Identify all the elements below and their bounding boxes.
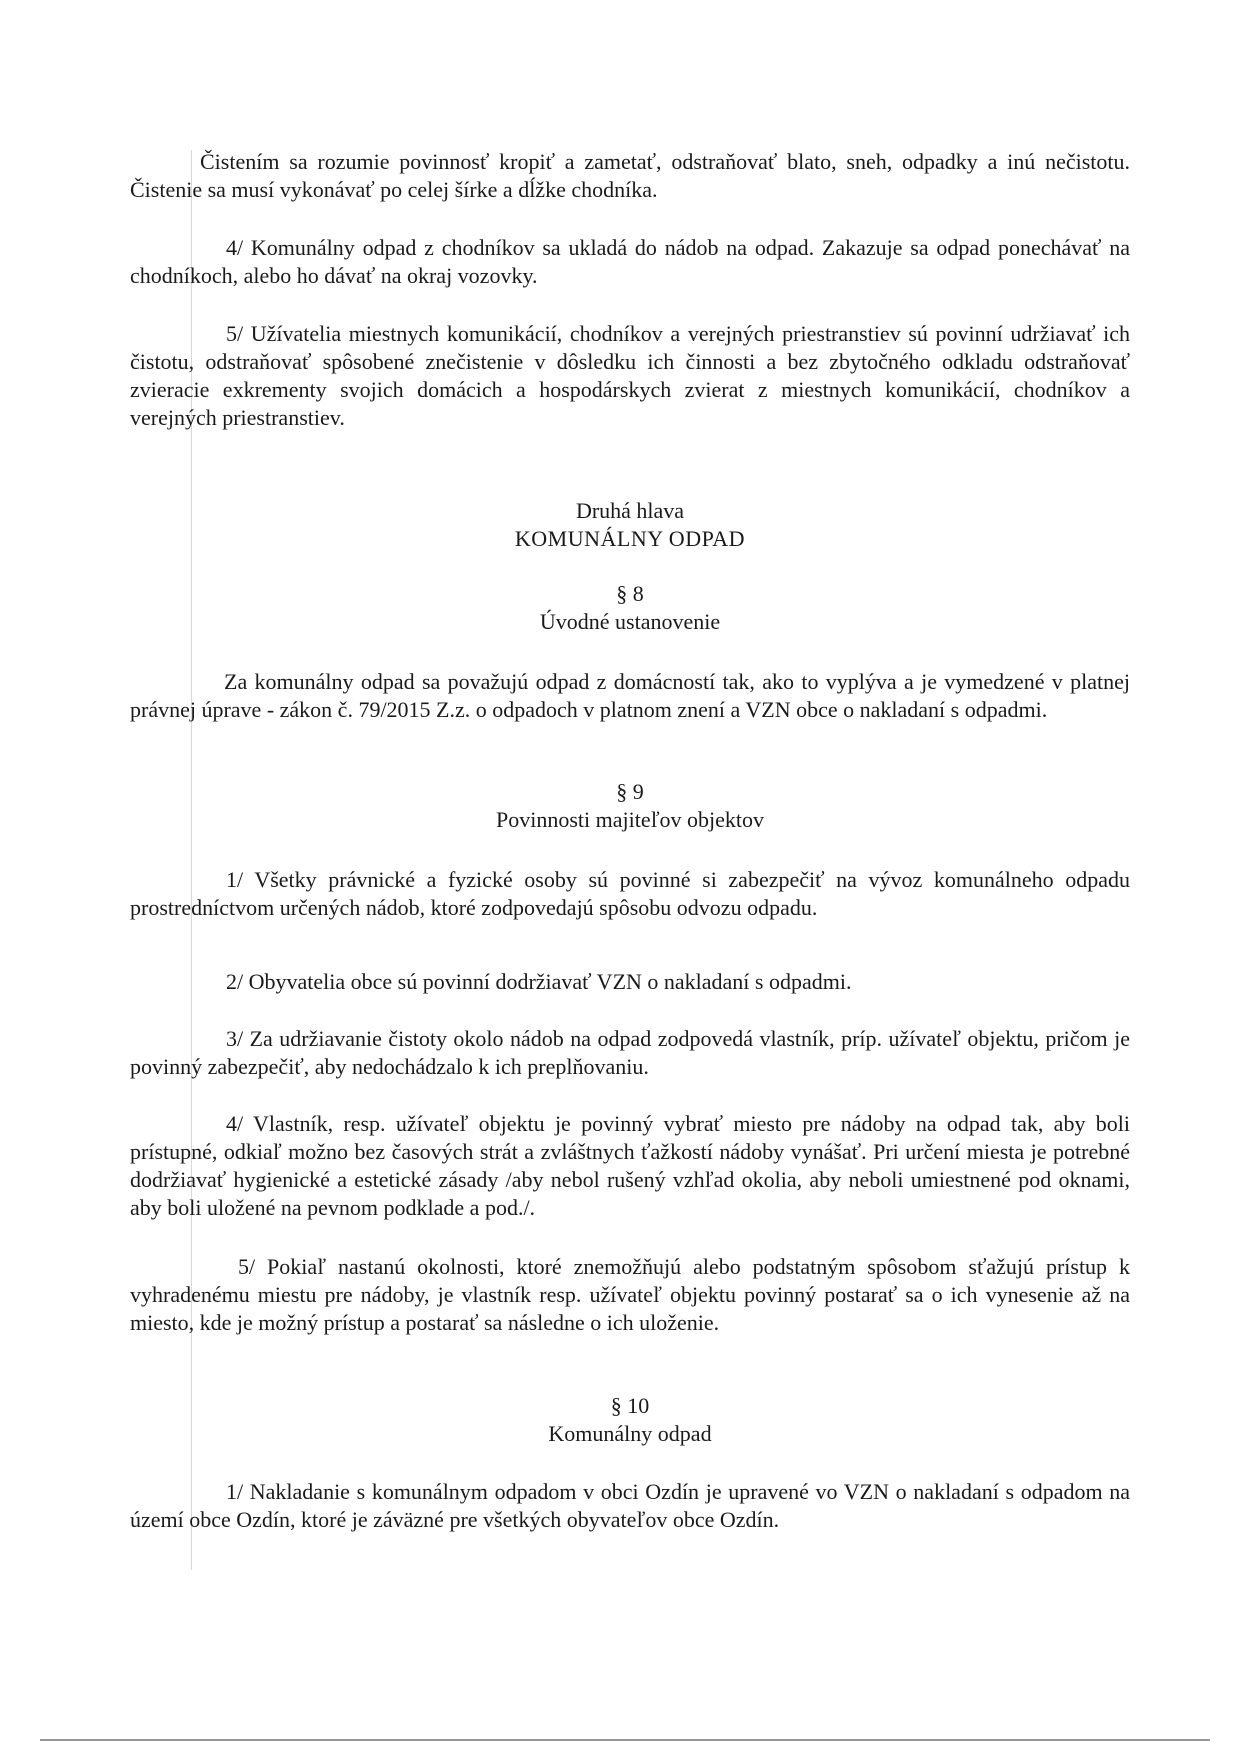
page-bottom-rule xyxy=(40,1739,1210,1741)
section-9-title: Povinnosti majiteľov objektov xyxy=(495,807,765,832)
section-8-number: § 8 xyxy=(616,581,644,606)
chapter-label: Druhá hlava xyxy=(575,498,685,523)
section-10-number: § 10 xyxy=(610,1393,650,1418)
paragraph-text: 1/ Všetky právnické a fyzické osoby sú povinné si zabezpečiť na vývoz komunálneho odpadu prostredníctvom určených nádob, ktoré zodpovedajú spôsobu odvozu odpadu. xyxy=(130,867,1130,920)
paragraph-text: 4/ Komunálny odpad z chodníkov sa ukladá do nádob na odpad. Zakazuje sa odpad ponechávať na chodníkoch, alebo ho dávať na okraj vozovky. xyxy=(130,235,1130,288)
section-8-title: Úvodné ustanovenie xyxy=(539,609,721,634)
section-10-paragraph-1 xyxy=(130,1478,1130,1534)
paragraph-cleaning-definition xyxy=(130,148,1130,204)
section-8-paragraph xyxy=(130,668,1130,724)
chapter-title: KOMUNÁLNY ODPAD xyxy=(514,526,746,551)
paragraph-4 xyxy=(130,234,1130,290)
paragraph-text: Za komunálny odpad sa považujú odpad z domácností tak, ako to vyplýva a je vymedzené v platnej právnej úprave - zákon č. 79/2015 Z.z. o odpadoch v platnom znení a VZN obce o nakladaní s odpadmi. xyxy=(130,669,1130,722)
paragraph-text: 1/ Nakladanie s komunálnym odpadom v obci Ozdín je upravené vo VZN o nakladaní s odpadom na území obce Ozdín, ktoré je záväzné pre všetkých obyvateľov obce Ozdín. xyxy=(130,1479,1130,1532)
section-10-title: Komunálny odpad xyxy=(548,1421,712,1446)
section-9-number: § 9 xyxy=(616,779,644,804)
paragraph-text: 5/ Užívatelia miestnych komunikácií, chodníkov a verejných priestranstiev sú povinní udržiavať ich čistotu, odstraňovať spôsobené znečistenie v dôsledku ich činnosti a bez zbytočného odkladu odstraňovať zvieracie exkrementy svojich domácich a hospodárskych zvierat z miestnych komunikácií, chodníkov a verejných priestranstiev. xyxy=(130,321,1130,430)
paragraph-text: Čistením sa rozumie povinnosť kropiť a zametať, odstraňovať blato, sneh, odpadky a inú nečistotu. Čistenie sa musí vykonávať po celej šírke a dĺžke chodníka. xyxy=(130,149,1130,202)
section-9-paragraph-1 xyxy=(130,866,1130,922)
section-9-paragraph-2 xyxy=(130,968,1130,996)
paragraph-text: 3/ Za udržiavanie čistoty okolo nádob na odpad zodpovedá vlastník, príp. užívateľ objektu, pričom je povinný zabezpečiť, aby nedochádzalo k ich preplňovaniu. xyxy=(130,1026,1130,1079)
paragraph-text: 2/ Obyvatelia obce sú povinní dodržiavať VZN o nakladaní s odpadmi. xyxy=(226,969,852,994)
section-9-paragraph-5 xyxy=(130,1253,1130,1337)
paragraph-text: 4/ Vlastník, resp. užívateľ objektu je povinný vybrať miesto pre nádoby na odpad tak, aby boli prístupné, odkiaľ možno bez časových strát a zvláštnych ťažkostí nádoby vynášať. Pri určení miesta je potrebné dodržiavať hygienické a estetické zásady /aby nebol rušený vzhľad okolia, aby neboli umiestnené pod oknami, aby boli uložené na pevnom podklade a pod./. xyxy=(130,1111,1130,1220)
section-9-paragraph-4 xyxy=(130,1110,1130,1222)
paragraph-5 xyxy=(130,320,1130,432)
section-9-paragraph-3 xyxy=(130,1025,1130,1081)
paragraph-text: 5/ Pokiaľ nastanú okolnosti, ktoré znemožňujú alebo podstatným spôsobom sťažujú prístup k vyhradenému miestu pre nádoby, je vlastník resp. užívateľ objektu povinný postarať sa o ich vynesenie až na miesto, kde je možný prístup a postarať sa následne o ich uloženie. xyxy=(130,1254,1130,1335)
